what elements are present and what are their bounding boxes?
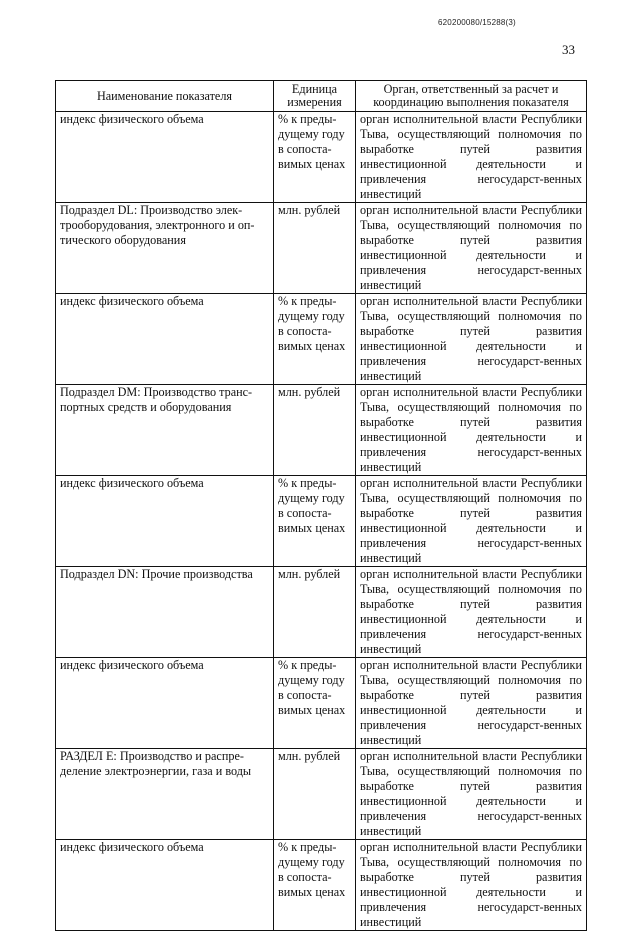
document-id: 620200080/15288(3) xyxy=(438,18,516,27)
indicators-table xyxy=(55,80,587,931)
responsible-body-cell: орган исполнительной власти Республики Тыва, осуществляющий полномочия по выработке путей развития инвестиционной деятельности и привлечения негосударст-венных инвестиций xyxy=(356,203,587,294)
indicator-cell: индекс физического объема xyxy=(56,294,274,385)
unit-cell: % к преды-дущему году в сопоста-вимых ценах xyxy=(274,840,356,931)
unit-cell: % к преды-дущему году в сопоста-вимых ценах xyxy=(274,476,356,567)
table-row xyxy=(56,749,587,840)
indicator-cell: индекс физического объема xyxy=(56,658,274,749)
table-row xyxy=(56,112,587,203)
responsible-body-cell: орган исполнительной власти Республики Тыва, осуществляющий полномочия по выработке путей развития инвестиционной деятельности и привлечения негосударст-венных инвестиций xyxy=(356,840,587,931)
indicator-cell: индекс физического объема xyxy=(56,840,274,931)
indicator-cell: РАЗДЕЛ Е: Производство и распре-деление электроэнергии, газа и воды xyxy=(56,749,274,840)
indicator-cell: индекс физического объема xyxy=(56,476,274,567)
table-row xyxy=(56,658,587,749)
unit-cell: % к преды-дущему году в сопоста-вимых ценах xyxy=(274,294,356,385)
unit-cell: млн. рублей xyxy=(274,203,356,294)
table-row xyxy=(56,567,587,658)
responsible-body-cell: орган исполнительной власти Республики Тыва, осуществляющий полномочия по выработке путей развития инвестиционной деятельности и привлечения негосударст-венных инвестиций xyxy=(356,749,587,840)
responsible-body-cell: орган исполнительной власти Республики Тыва, осуществляющий полномочия по выработке путей развития инвестиционной деятельности и привлечения негосударст-венных инвестиций xyxy=(356,476,587,567)
header-unit: Единица измерения xyxy=(274,81,356,112)
table-row xyxy=(56,840,587,931)
table-header-row xyxy=(56,81,587,112)
indicator-cell: Подраздел DM: Производство транс-портных средств и оборудования xyxy=(56,385,274,476)
unit-cell: млн. рублей xyxy=(274,567,356,658)
unit-cell: % к преды-дущему году в сопоста-вимых ценах xyxy=(274,658,356,749)
table-row xyxy=(56,385,587,476)
indicator-cell: Подраздел DN: Прочие производства xyxy=(56,567,274,658)
unit-cell: млн. рублей xyxy=(274,749,356,840)
indicator-cell: индекс физического объема xyxy=(56,112,274,203)
table-row xyxy=(56,294,587,385)
unit-cell: млн. рублей xyxy=(274,385,356,476)
indicator-cell: Подраздел DL: Производство элек-трооборудования, электронного и оп-тического оборудования xyxy=(56,203,274,294)
unit-cell: % к преды-дущему году в сопоста-вимых ценах xyxy=(274,112,356,203)
header-responsible-body: Орган, ответственный за расчет и координацию выполнения показателя xyxy=(356,81,587,112)
table-row xyxy=(56,476,587,567)
table-row xyxy=(56,203,587,294)
responsible-body-cell: орган исполнительной власти Республики Тыва, осуществляющий полномочия по выработке путей развития инвестиционной деятельности и привлечения негосударст-венных инвестиций xyxy=(356,567,587,658)
page-number: 33 xyxy=(562,42,575,57)
responsible-body-cell: орган исполнительной власти Республики Тыва, осуществляющий полномочия по выработке путей развития инвестиционной деятельности и привлечения негосударст-венных инвестиций xyxy=(356,385,587,476)
responsible-body-cell: орган исполнительной власти Республики Тыва, осуществляющий полномочия по выработке путей развития инвестиционной деятельности и привлечения негосударст-венных инвестиций xyxy=(356,294,587,385)
responsible-body-cell: орган исполнительной власти Республики Тыва, осуществляющий полномочия по выработке путей развития инвестиционной деятельности и привлечения негосударст-венных инвестиций xyxy=(356,658,587,749)
responsible-body-cell: орган исполнительной власти Республики Тыва, осуществляющий полномочия по выработке путей развития инвестиционной деятельности и привлечения негосударст-венных инвестиций xyxy=(356,112,587,203)
header-indicator: Наименование показателя xyxy=(56,81,274,112)
